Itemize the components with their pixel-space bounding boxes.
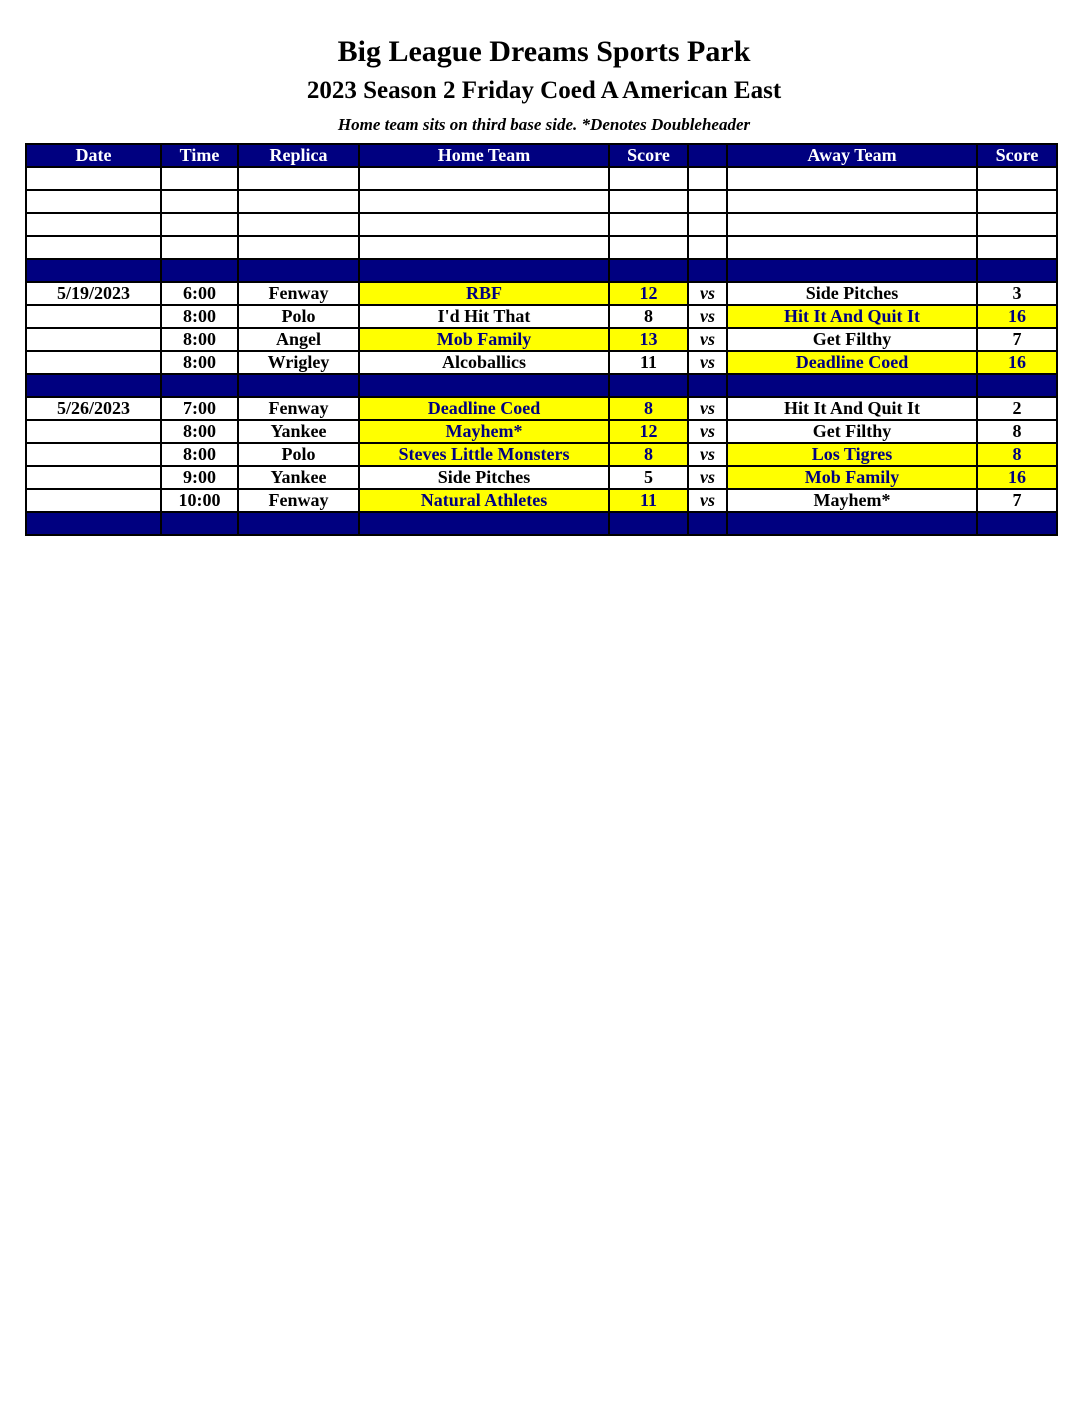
game-row bbox=[26, 328, 1057, 351]
home-score-cell: 13 bbox=[609, 328, 688, 351]
away-team-cell: Hit It And Quit It bbox=[727, 305, 977, 328]
home-score-cell bbox=[609, 259, 688, 282]
home-team-cell: Deadline Coed bbox=[359, 397, 609, 420]
away-team-cell bbox=[727, 213, 977, 236]
date-cell: 5/26/2023 bbox=[26, 397, 161, 420]
replica-cell: Wrigley bbox=[238, 351, 359, 374]
away-score-cell bbox=[977, 374, 1057, 397]
replica-cell bbox=[238, 236, 359, 259]
home-score-cell: 12 bbox=[609, 420, 688, 443]
away-score-cell: 16 bbox=[977, 305, 1057, 328]
away-score-cell bbox=[977, 167, 1057, 190]
time-cell bbox=[161, 213, 238, 236]
home-team-cell: Mayhem* bbox=[359, 420, 609, 443]
blank-row bbox=[26, 190, 1057, 213]
time-cell: 8:00 bbox=[161, 420, 238, 443]
col-header-vs bbox=[688, 144, 727, 167]
time-cell: 8:00 bbox=[161, 351, 238, 374]
away-score-cell: 3 bbox=[977, 282, 1057, 305]
away-team-cell bbox=[727, 167, 977, 190]
home-score-cell bbox=[609, 213, 688, 236]
replica-cell bbox=[238, 374, 359, 397]
away-team-cell: Get Filthy bbox=[727, 328, 977, 351]
col-header-home-team: Home Team bbox=[359, 144, 609, 167]
vs-cell: vs bbox=[688, 420, 727, 443]
game-row bbox=[26, 443, 1057, 466]
vs-cell bbox=[688, 236, 727, 259]
replica-cell: Yankee bbox=[238, 420, 359, 443]
time-cell bbox=[161, 259, 238, 282]
time-cell bbox=[161, 190, 238, 213]
away-score-cell bbox=[977, 259, 1057, 282]
home-team-cell: Alcoballics bbox=[359, 351, 609, 374]
date-cell bbox=[26, 236, 161, 259]
away-score-cell bbox=[977, 213, 1057, 236]
time-cell bbox=[161, 374, 238, 397]
home-score-cell: 11 bbox=[609, 489, 688, 512]
time-cell: 6:00 bbox=[161, 282, 238, 305]
page-title: Big League Dreams Sports Park bbox=[337, 35, 751, 68]
col-header-home-score: Score bbox=[609, 144, 688, 167]
home-team-cell bbox=[359, 190, 609, 213]
home-team-cell bbox=[359, 259, 609, 282]
home-score-cell: 5 bbox=[609, 466, 688, 489]
game-row bbox=[26, 351, 1057, 374]
date-cell bbox=[26, 305, 161, 328]
date-cell bbox=[26, 374, 161, 397]
vs-cell: vs bbox=[688, 282, 727, 305]
time-cell bbox=[161, 167, 238, 190]
date-cell bbox=[26, 167, 161, 190]
away-team-cell: Mob Family bbox=[727, 466, 977, 489]
home-score-cell: 8 bbox=[609, 305, 688, 328]
blank-row bbox=[26, 236, 1057, 259]
replica-cell bbox=[238, 167, 359, 190]
game-row bbox=[26, 282, 1057, 305]
game-row bbox=[26, 397, 1057, 420]
date-cell bbox=[26, 259, 161, 282]
col-header-away-team: Away Team bbox=[727, 144, 977, 167]
home-team-cell: Side Pitches bbox=[359, 466, 609, 489]
game-row bbox=[26, 489, 1057, 512]
home-team-cell: Natural Athletes bbox=[359, 489, 609, 512]
time-cell: 9:00 bbox=[161, 466, 238, 489]
home-score-cell: 11 bbox=[609, 351, 688, 374]
away-score-cell: 7 bbox=[977, 328, 1057, 351]
game-row bbox=[26, 466, 1057, 489]
date-cell bbox=[26, 466, 161, 489]
vs-cell: vs bbox=[688, 489, 727, 512]
away-team-cell bbox=[727, 236, 977, 259]
away-team-cell: Side Pitches bbox=[727, 282, 977, 305]
away-team-cell: Los Tigres bbox=[727, 443, 977, 466]
away-team-cell: Hit It And Quit It bbox=[727, 397, 977, 420]
time-cell: 10:00 bbox=[161, 489, 238, 512]
away-team-cell bbox=[727, 374, 977, 397]
col-header-date: Date bbox=[26, 144, 161, 167]
game-row bbox=[26, 305, 1057, 328]
home-score-cell bbox=[609, 374, 688, 397]
time-cell bbox=[161, 236, 238, 259]
replica-cell: Yankee bbox=[238, 466, 359, 489]
replica-cell bbox=[238, 213, 359, 236]
col-header-away-score: Score bbox=[977, 144, 1057, 167]
date-cell bbox=[26, 489, 161, 512]
date-cell bbox=[26, 420, 161, 443]
home-score-cell bbox=[609, 190, 688, 213]
home-score-cell: 8 bbox=[609, 397, 688, 420]
home-team-cell: Steves Little Monsters bbox=[359, 443, 609, 466]
date-cell: 5/19/2023 bbox=[26, 282, 161, 305]
vs-cell: vs bbox=[688, 443, 727, 466]
away-score-cell bbox=[977, 190, 1057, 213]
home-team-cell bbox=[359, 512, 609, 535]
home-team-cell: Mob Family bbox=[359, 328, 609, 351]
vs-cell: vs bbox=[688, 397, 727, 420]
away-score-cell: 16 bbox=[977, 466, 1057, 489]
vs-cell: vs bbox=[688, 305, 727, 328]
home-team-cell: RBF bbox=[359, 282, 609, 305]
vs-cell: vs bbox=[688, 466, 727, 489]
home-team-cell bbox=[359, 236, 609, 259]
vs-cell bbox=[688, 259, 727, 282]
separator-row bbox=[26, 374, 1057, 397]
home-team-cell bbox=[359, 213, 609, 236]
away-team-cell bbox=[727, 259, 977, 282]
separator-row bbox=[26, 259, 1057, 282]
vs-cell: vs bbox=[688, 351, 727, 374]
away-team-cell: Mayhem* bbox=[727, 489, 977, 512]
time-cell: 8:00 bbox=[161, 305, 238, 328]
away-score-cell: 2 bbox=[977, 397, 1057, 420]
vs-cell bbox=[688, 167, 727, 190]
header-row bbox=[26, 144, 1057, 167]
replica-cell: Polo bbox=[238, 305, 359, 328]
date-cell bbox=[26, 443, 161, 466]
page-subtitle: 2023 Season 2 Friday Coed A American East bbox=[306, 77, 782, 104]
home-team-cell bbox=[359, 374, 609, 397]
away-team-cell: Deadline Coed bbox=[727, 351, 977, 374]
vs-cell bbox=[688, 374, 727, 397]
date-cell bbox=[26, 213, 161, 236]
schedule-body bbox=[26, 167, 1057, 535]
replica-cell: Fenway bbox=[238, 282, 359, 305]
vs-cell bbox=[688, 213, 727, 236]
away-team-cell bbox=[727, 190, 977, 213]
date-cell bbox=[26, 328, 161, 351]
replica-cell: Fenway bbox=[238, 489, 359, 512]
time-cell: 8:00 bbox=[161, 328, 238, 351]
date-cell bbox=[26, 190, 161, 213]
home-score-cell: 8 bbox=[609, 443, 688, 466]
page-note: Home team sits on third base side. *Denotes Doubleheader bbox=[337, 115, 751, 134]
home-team-cell bbox=[359, 167, 609, 190]
away-score-cell bbox=[977, 512, 1057, 535]
away-score-cell: 8 bbox=[977, 443, 1057, 466]
away-score-cell: 8 bbox=[977, 420, 1057, 443]
home-score-cell bbox=[609, 512, 688, 535]
home-score-cell: 12 bbox=[609, 282, 688, 305]
away-score-cell: 7 bbox=[977, 489, 1057, 512]
away-score-cell: 16 bbox=[977, 351, 1057, 374]
away-team-cell: Get Filthy bbox=[727, 420, 977, 443]
time-cell: 8:00 bbox=[161, 443, 238, 466]
game-row bbox=[26, 420, 1057, 443]
blank-row bbox=[26, 213, 1057, 236]
date-cell bbox=[26, 351, 161, 374]
separator-row bbox=[26, 512, 1057, 535]
vs-cell: vs bbox=[688, 328, 727, 351]
replica-cell bbox=[238, 259, 359, 282]
replica-cell bbox=[238, 512, 359, 535]
vs-cell bbox=[688, 190, 727, 213]
replica-cell bbox=[238, 190, 359, 213]
away-team-cell bbox=[727, 512, 977, 535]
home-score-cell bbox=[609, 167, 688, 190]
time-cell bbox=[161, 512, 238, 535]
schedule-table bbox=[25, 143, 1058, 536]
away-score-cell bbox=[977, 236, 1057, 259]
col-header-replica: Replica bbox=[238, 144, 359, 167]
vs-cell bbox=[688, 512, 727, 535]
replica-cell: Polo bbox=[238, 443, 359, 466]
replica-cell: Fenway bbox=[238, 397, 359, 420]
replica-cell: Angel bbox=[238, 328, 359, 351]
time-cell: 7:00 bbox=[161, 397, 238, 420]
home-score-cell bbox=[609, 236, 688, 259]
home-team-cell: I'd Hit That bbox=[359, 305, 609, 328]
blank-row bbox=[26, 167, 1057, 190]
date-cell bbox=[26, 512, 161, 535]
col-header-time: Time bbox=[161, 144, 238, 167]
